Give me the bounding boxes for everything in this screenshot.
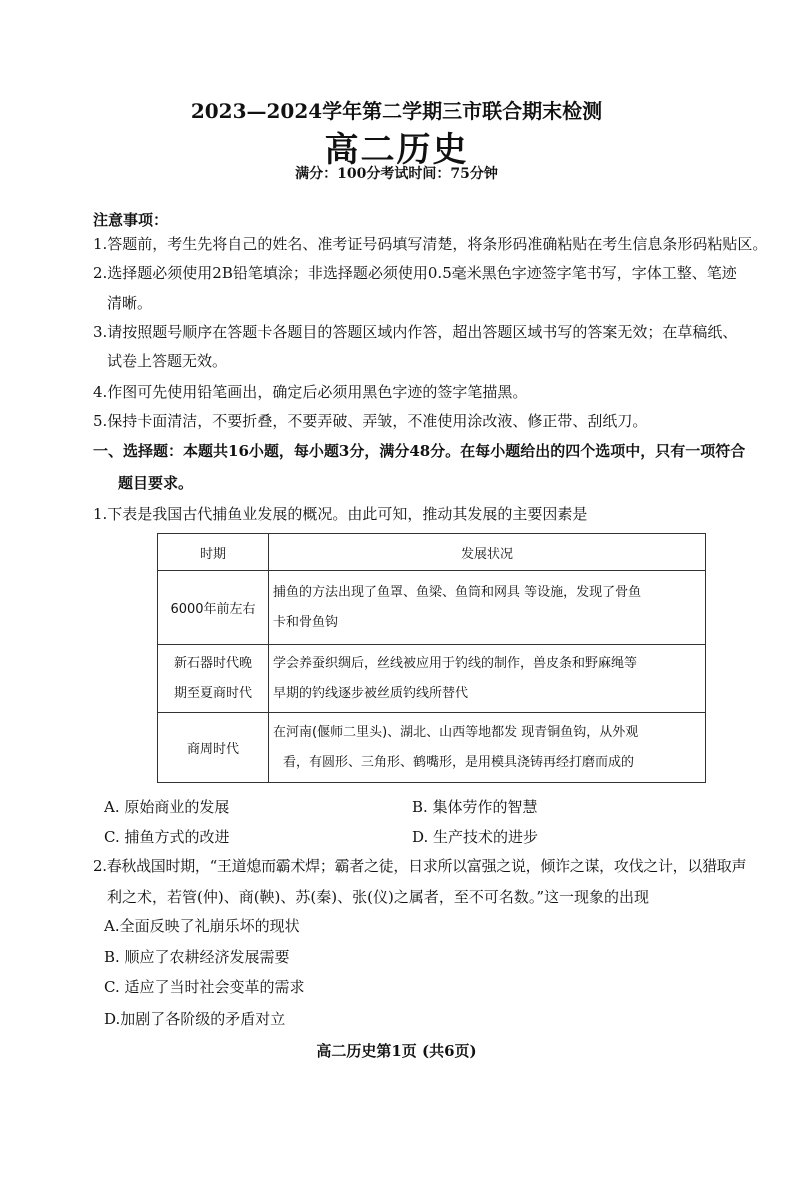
notice-item-1: 1.答题前，考生先将自己的姓名、准考证号码填写清楚，将条形码准确粘贴在考生信息条形码粘贴区。 [93,235,768,253]
table-row [158,571,706,645]
q2-option-b: B. 顺应了农耕经济发展需要 [104,948,290,966]
notice-item-3: 3.请按照题号顺序在答题卡各题目的答题区域内作答，超出答题区域书写的答案无效；在草稿纸、 [93,323,738,341]
fishing-development-table [157,533,706,783]
exam-info: 满分：100分考试时间：75分钟 [295,166,498,182]
q2-option-d: D.加剧了各阶级的矛盾对立 [104,1010,286,1028]
table-header-status: 发展状况 [269,534,706,571]
table-row [158,645,706,713]
table-cell-status: 学会养蚕织绸后，丝线被应用于钓线的制作，兽皮条和野麻绳等 早期的钓线逐步被丝质钓线所替代 [269,645,706,713]
notice-item-2: 2.选择题必须使用2B铅笔填涂；非选择题必须使用0.5毫米黑色字迹签字笔书写，字体工整、笔迹 [93,264,737,282]
notice-item-4: 4.作图可先使用铅笔画出，确定后必须用黑色字迹的签字笔描黑。 [93,383,528,401]
q1-option-b: B. 集体劳作的智慧 [412,798,538,816]
table-cell-status: 捕鱼的方法出现了鱼罩、鱼梁、鱼筒和网具 等设施，发现了骨鱼 卡和骨鱼钩 [269,571,706,645]
section-heading-cont: 题目要求。 [118,474,194,492]
table-cell-status: 在河南(偃师二里头)、湖北、山西等地都发 现青铜鱼钩，从外观 看，有圆形、三角形、鹤嘴形，是用模具浇铸再经打磨而成的 [269,713,706,783]
table-row [158,713,706,783]
question-1-stem: 1.下表是我国古代捕鱼业发展的概况。由此可知，推动其发展的主要因素是 [93,505,588,523]
subject-title: 高二历史 [324,130,469,170]
notice-item-3-cont: 试卷上答题无效。 [107,352,228,370]
table-header-period: 时期 [158,534,269,571]
question-2-stem: 2.春秋战国时期，“王道熄而霸术焊；霸者之徒，日求所以富强之说，倾诈之谋，攻伐之计，以猎取声 [93,857,747,875]
table-header-row [158,534,706,571]
q2-option-c: C. 适应了当时社会变革的需求 [104,978,305,996]
table-cell-period: 6000年前左右 [158,571,269,645]
question-2-stem-cont: 利之术，若管(仲)、商(鞅)、苏(秦)、张(仪)之属者，至不可名数。”这一现象的出现 [107,888,649,906]
q1-option-c: C. 捕鱼方式的改进 [104,828,230,846]
q1-option-d: D. 生产技术的进步 [412,828,539,846]
table-cell-period: 新石器时代晚 期至夏商时代 [158,645,269,713]
notice-item-5: 5.保持卡面清洁，不要折叠，不要弄破、弄皱，不准使用涂改液、修正带、刮纸刀。 [93,412,648,430]
page-footer: 高二历史第1页 (共6页) [316,1042,477,1060]
q2-option-a: A.全面反映了礼崩乐坏的现状 [104,917,300,935]
section-heading: 一、选择题：本题共16小题，每小题3分，满分48分。在每小题给出的四个选项中，只有一项符合 [93,442,746,460]
notice-item-2-cont: 清晰。 [107,294,153,312]
notice-title: 注意事项： [93,211,169,229]
table-cell-period: 商周时代 [158,713,269,783]
exam-title: 2023—2024学年第二学期三市联合期末检测 [190,99,603,123]
q1-option-a: A. 原始商业的发展 [104,798,230,816]
